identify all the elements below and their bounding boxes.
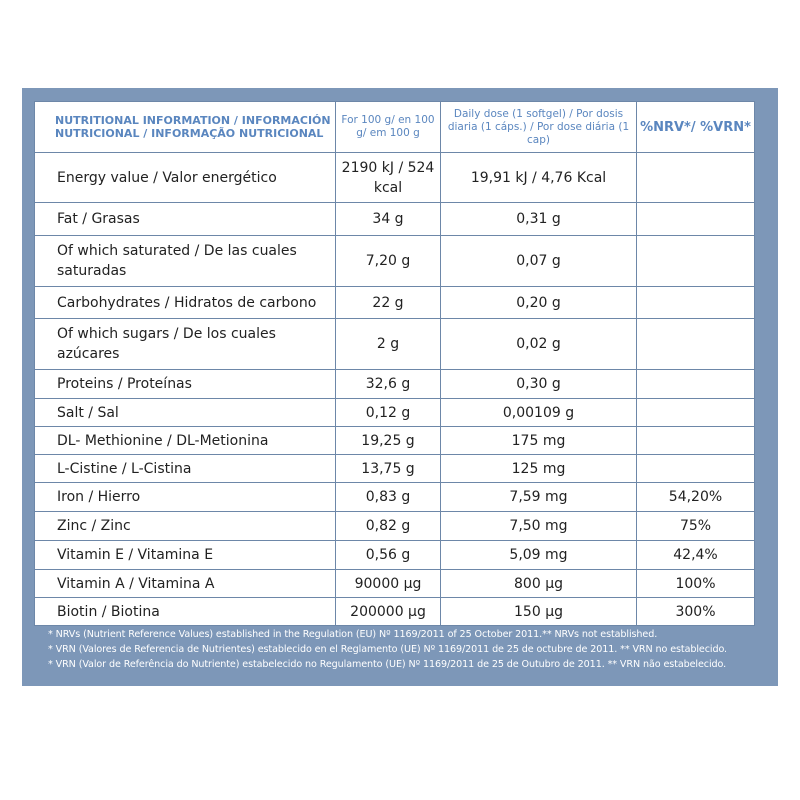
daily-dose-value: 19,91 kJ / 4,76 Kcal <box>441 153 637 203</box>
nutrient-label: Proteins / Proteínas <box>35 370 336 399</box>
nrv-value: 42,4% <box>637 541 755 570</box>
per-100g-value: 0,56 g <box>336 541 441 570</box>
daily-dose-value: 0,02 g <box>441 319 637 370</box>
per-100g-value: 13,75 g <box>336 455 441 483</box>
nutrient-label: Of which saturated / De las cuales saturadas <box>35 236 336 287</box>
table-row <box>35 203 755 236</box>
footnote-en: * NRVs (Nutrient Reference Values) established in the Regulation (EU) Nº 1169/2011 of 25 October 2011.** NRVs not established. <box>48 629 658 640</box>
table-row <box>35 483 755 512</box>
nrv-value <box>637 287 755 319</box>
nrv-value <box>637 370 755 399</box>
nutrient-label: Biotin / Biotina <box>35 598 336 626</box>
table-row <box>35 427 755 455</box>
nrv-value <box>637 319 755 370</box>
per-100g-value: 19,25 g <box>336 427 441 455</box>
table-row <box>35 236 755 287</box>
footnote-es: * VRN (Valores de Referencia de Nutrientes) establecido en el Reglamento (UE) Nº 1169/2011 de 25 de octubre de 2011. ** VRN no establecido. <box>48 644 728 655</box>
nutrient-label: DL- Methionine / DL-Metionina <box>35 427 336 455</box>
table-row <box>35 287 755 319</box>
daily-dose-value: 0,30 g <box>441 370 637 399</box>
per-100g-value: 34 g <box>336 203 441 236</box>
header-nrv: %NRV*/ %VRN* <box>637 102 755 153</box>
nutrient-label: Vitamin E / Vitamina E <box>35 541 336 570</box>
nrv-value: 300% <box>637 598 755 626</box>
nrv-value: 75% <box>637 512 755 541</box>
nrv-value <box>637 153 755 203</box>
nrv-value: 54,20% <box>637 483 755 512</box>
nutrient-label: Salt / Sal <box>35 399 336 427</box>
daily-dose-value: 0,07 g <box>441 236 637 287</box>
table-row <box>35 512 755 541</box>
nrv-value <box>637 203 755 236</box>
nutrient-label: L-Cistine / L-Cistina <box>35 455 336 483</box>
daily-dose-value: 5,09 mg <box>441 541 637 570</box>
table-row <box>35 370 755 399</box>
nutrient-label: Energy value / Valor energético <box>35 153 336 203</box>
table-row <box>35 598 755 626</box>
header-daily-dose: Daily dose (1 softgel) / Por dosis diaria (1 cáps.) / Por dose diária (1 cap) <box>441 102 637 153</box>
table-row <box>35 153 755 203</box>
per-100g-value: 90000 µg <box>336 570 441 598</box>
nrv-value <box>637 236 755 287</box>
nutrient-label: Vitamin A / Vitamina A <box>35 570 336 598</box>
daily-dose-value: 800 µg <box>441 570 637 598</box>
per-100g-value: 0,12 g <box>336 399 441 427</box>
footnote-pt: * VRN (Valor de Referência do Nutriente) estabelecido no Regulamento (UE) Nº 1169/2011 de 25 de Outubro de 2011. ** VRN não estabelecido. <box>48 659 727 670</box>
footnotes <box>48 627 768 672</box>
nutrient-label: Carbohydrates / Hidratos de carbono <box>35 287 336 319</box>
daily-dose-value: 175 mg <box>441 427 637 455</box>
per-100g-value: 0,82 g <box>336 512 441 541</box>
header-nutritional-information: NUTRITIONAL INFORMATION / INFORMACIÓN NUTRICIONAL / INFORMAÇÃO NUTRICIONAL <box>35 102 336 153</box>
daily-dose-value: 125 mg <box>441 455 637 483</box>
table-row <box>35 399 755 427</box>
nrv-value <box>637 455 755 483</box>
nrv-value: 100% <box>637 570 755 598</box>
daily-dose-value: 0,20 g <box>441 287 637 319</box>
daily-dose-value: 0,00109 g <box>441 399 637 427</box>
per-100g-value: 32,6 g <box>336 370 441 399</box>
table-row <box>35 455 755 483</box>
nrv-value <box>637 427 755 455</box>
per-100g-value: 2 g <box>336 319 441 370</box>
daily-dose-value: 7,50 mg <box>441 512 637 541</box>
nutrient-label: Iron / Hierro <box>35 483 336 512</box>
nutrition-table <box>34 101 755 626</box>
per-100g-value: 200000 µg <box>336 598 441 626</box>
nutrient-label: Fat / Grasas <box>35 203 336 236</box>
per-100g-value: 0,83 g <box>336 483 441 512</box>
daily-dose-value: 0,31 g <box>441 203 637 236</box>
daily-dose-value: 150 µg <box>441 598 637 626</box>
per-100g-value: 22 g <box>336 287 441 319</box>
daily-dose-value: 7,59 mg <box>441 483 637 512</box>
header-per-100g: For 100 g/ en 100 g/ em 100 g <box>336 102 441 153</box>
table-row <box>35 319 755 370</box>
nutrient-label: Of which sugars / De los cuales azúcares <box>35 319 336 370</box>
nrv-value <box>637 399 755 427</box>
per-100g-value: 2190 kJ / 524 kcal <box>336 153 441 203</box>
table-header-row <box>35 102 755 153</box>
per-100g-value: 7,20 g <box>336 236 441 287</box>
table-row <box>35 541 755 570</box>
table-row <box>35 570 755 598</box>
nutrient-label: Zinc / Zinc <box>35 512 336 541</box>
